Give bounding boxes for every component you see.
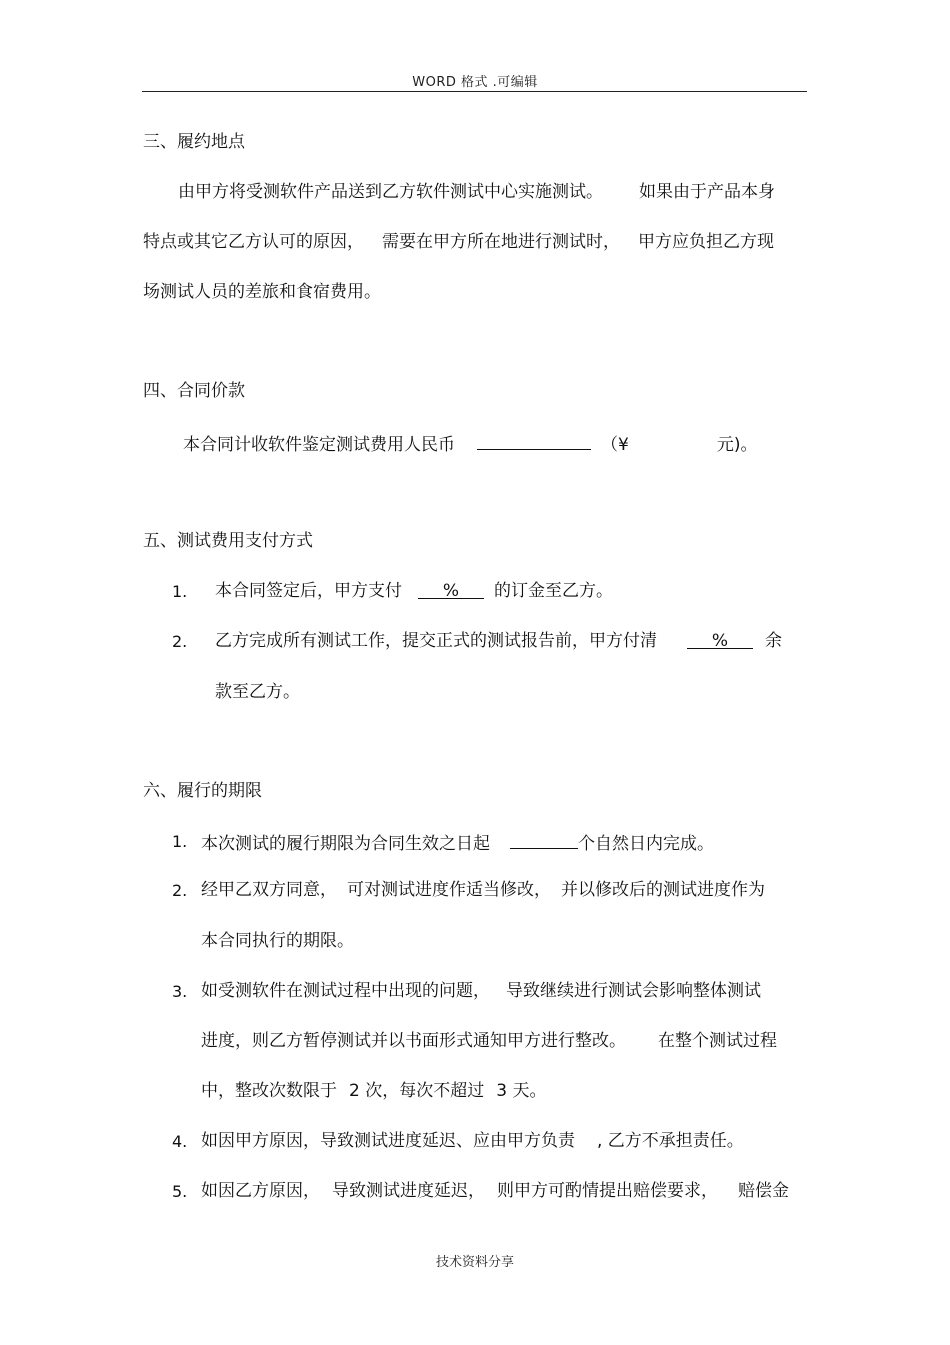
sec6-text: 导致继续进行测试会影响整体测试 [506,981,761,1001]
section-6-heading: 六、履行的期限 [143,781,262,801]
sec4-text: 本合同计收软件鉴定测试费用人民币 [183,435,455,455]
sec5-text: 乙方完成所有测试工作，提交正式的测试报告前，甲方付清 [215,631,657,651]
sec5-text: 本合同签定后，甲方支付 [215,581,402,601]
sec5-text: 余 [765,631,782,651]
sec6-item-3-cont-1 [201,1030,777,1052]
sec6-item-3 [201,980,761,1002]
sec6-text: 在整个测试过程 [658,1031,777,1051]
sec3-text: 由甲方将受测软件产品送到乙方软件测试中心实施测试。 [178,182,603,202]
page-footer: 技术资料分享 [435,1255,514,1270]
sec3-line-3: 场测试人员的差旅和食宿费用。 [143,282,381,302]
percent-blank: % [418,580,484,599]
list-number: 1. [172,832,188,851]
sec6-item-5 [201,1180,789,1202]
sec3-text: 需要在甲方所在地进行测试时， [382,232,620,252]
sec3-text: 特点或其它乙方认可的原因， [143,232,364,252]
sec3-line-2 [143,231,774,253]
sec6-item-1 [201,830,714,855]
list-number: 3. [172,982,188,1001]
list-number: 4. [172,1132,188,1151]
sec6-text: 可对测试进度作适当修改， [347,880,551,900]
sec6-item-2 [201,879,765,901]
page-header: WORD 格式 .可编辑 [412,75,538,90]
amount-blank [477,431,591,450]
sec5-item-1 [215,580,613,602]
sec4-text: （¥ [601,435,629,455]
sec4-text: 元)。 [716,435,758,455]
sec3-line-1 [178,181,775,203]
list-number: 1. [172,582,188,601]
sec6-text: 2 次，每次不超过 [349,1081,485,1101]
list-number: 5. [172,1182,188,1201]
days-blank [510,830,578,849]
sec5-item-2 [215,630,782,652]
list-number: 2. [172,632,188,651]
sec3-text: 如果由于产品本身 [639,182,775,202]
sec5-text: 的订金至乙方。 [494,581,613,601]
sec6-text: 并以修改后的测试进度作为 [561,880,765,900]
sec6-text: 进度，则乙方暂停测试并以书面形式通知甲方进行整改。 [201,1031,626,1051]
percent-blank: % [687,630,753,649]
sec6-item-4 [201,1130,744,1152]
sec6-text: 如因乙方原因， [201,1181,320,1201]
sec6-item-2-cont: 本合同执行的期限。 [201,931,354,951]
sec6-text: 经甲乙双方同意， [201,880,337,900]
sec4-line-1 [183,431,757,456]
section-4-heading: 四、合同价款 [143,381,245,401]
section-5-heading: 五、测试费用支付方式 [143,531,313,551]
sec6-text: 如受测软件在测试过程中出现的问题， [201,981,490,1001]
sec5-item-2-cont: 款至乙方。 [215,682,300,702]
sec6-text: 本次测试的履行期限为合同生效之日起 [201,834,490,854]
sec6-text: 中，整改次数限于 [201,1081,337,1101]
header-divider [142,91,807,92]
sec3-text: 甲方应负担乙方现 [638,232,774,252]
sec6-text: 则甲方可酌情提出赔偿要求， [497,1181,718,1201]
sec6-item-3-cont-2 [201,1080,546,1102]
sec6-text: 导致测试进度延迟， [332,1181,485,1201]
sec6-text: 如因甲方原因，导致测试进度延迟、应由甲方负责 [201,1131,575,1151]
list-number: 2. [172,881,188,900]
sec6-text: , 乙方不承担责任。 [597,1131,744,1151]
sec6-text: 赔偿金 [738,1181,789,1201]
sec6-text: 3 天。 [496,1081,547,1101]
section-3-heading: 三、履约地点 [143,132,245,152]
sec6-text: 个自然日内完成。 [578,834,714,854]
